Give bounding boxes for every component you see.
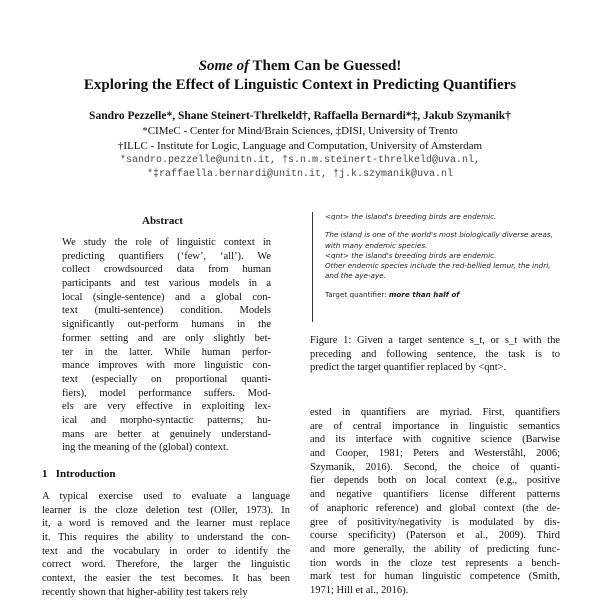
text-line: text and the vocabulary in order to identify the (42, 545, 290, 557)
text-line: and Cooper, 1981; Peters and Westerståhl, 2006; (310, 448, 560, 460)
affiliation-2: †ILLC - Institute for Logic, Language and Computation, University of Amsterdam (117, 140, 483, 152)
section-number: 1 (42, 468, 48, 480)
text-line: significantly out-perform humans in the (62, 319, 271, 331)
text-line: A typical exercise used to evaluate a language (42, 491, 290, 502)
email-line-1: *sandro.pezzelle@unitn.it, †s.n.m.steinert-threlkeld@uva.nl, (119, 155, 481, 166)
text-line: it, a word is removed and the learner must replace (42, 518, 290, 530)
global-next: Other endemic species include the red-bellied lemur, the indri, and the aye-aye. (325, 261, 551, 281)
figure-local-example: <qnt> the island's breeding birds are endemic. (325, 212, 497, 221)
text-line: correct word. Therefore, the larger the linguistic (42, 559, 290, 571)
text-line: it. This requires the ability to understand the con- (42, 532, 290, 544)
text-line: context, the easier the test becomes. It has been (42, 573, 290, 585)
text-line: preceding and following sentence, the task is to (310, 348, 560, 360)
text-line: text (multi-sentence) condition. Models (62, 305, 271, 317)
text-line: ter in the latter. While human perfor- (62, 346, 271, 358)
figure-target-quantifier (325, 290, 560, 300)
paper-title-line1 (0, 58, 600, 75)
title-italic: Some of (198, 58, 250, 74)
right-column-body (310, 406, 560, 598)
text-line: are of central importance in linguistic semantics (310, 420, 560, 432)
target-label: Target quantifier: (325, 289, 389, 299)
section-title: Introduction (55, 468, 116, 480)
target-value: more than half of (388, 289, 460, 299)
text-line: former setting and are only slightly bet- (62, 332, 271, 344)
text-line: gree of positivity/negativity is modulated by dis- (310, 516, 560, 528)
text-line: local (single-sentence) and a global con- (62, 291, 271, 303)
figure-global-example (325, 230, 560, 281)
text-line: ing the meaning of the (global) context. (62, 442, 229, 454)
text-line: of anaphoric reference) and global context (the de- (310, 502, 560, 514)
paper-title-line2: Exploring the Effect of Linguistic Context in Predicting Quantifiers (83, 77, 517, 93)
text-line: 1971; Hill et al., 2016). (310, 584, 409, 596)
title-rest: Them Can be Guessed! (249, 58, 402, 74)
abstract-heading: Abstract (142, 215, 183, 227)
text-line: ical and morpho-syntactic patterns; hu- (62, 414, 271, 426)
section-heading-introduction (42, 468, 115, 480)
text-line: and more generally, the ability of predicting func- (310, 543, 560, 555)
text-line: course specificity) (Paterson et al., 2009). Third (310, 530, 560, 542)
text-line: tion words in the cloze test represents a bench- (310, 557, 560, 569)
figure-1-caption (310, 334, 560, 375)
text-line: Figure 1: Given a target sentence s_t, or s_t with the (310, 335, 560, 346)
text-line: ested in quantifiers are myriad. First, quantifiers (310, 407, 560, 418)
text-line: mark test for human linguistic competence (Smith, (310, 571, 560, 583)
text-line: We study the role of linguistic context in (62, 237, 271, 248)
text-line: and negative quantifiers license different patterns (310, 489, 560, 501)
text-line: text (especially on proportional quanti- (62, 373, 271, 385)
introduction-body (42, 490, 290, 600)
text-line: predict the target quantifier replaced by <qnt>. (310, 362, 507, 374)
affiliation-1: *CIMeC - Center for Mind/Brain Sciences, ‡DISI, University of Trento (142, 125, 458, 137)
text-line: and its interface with cognitive science (Barwise (310, 434, 560, 446)
text-line: fiers), model performance suffers. Mod- (62, 387, 271, 399)
text-line: Szymanik, 2016). Second, the choice of quanti- (310, 461, 560, 473)
email-line-2: *‡raffaella.bernardi@unitn.it, †j.k.szymanik@uva.nl (146, 169, 454, 180)
abstract-body (62, 236, 271, 455)
text-line: fier depends both on local context (e.g., positive (310, 475, 560, 487)
text-line: participants and test various models in a (62, 278, 271, 290)
text-line: mans are better at genuinely understand- (62, 428, 271, 440)
text-line: mance improves with more linguistic con- (62, 360, 271, 372)
text-line: learner is the cloze deletion test (Oller, 1973). In (42, 504, 290, 516)
text-line: collect crowdsourced data from human (62, 264, 271, 276)
authors: Sandro Pezzelle*, Shane Steinert-Threlkeld†, Raffaella Bernardi*‡, Jakub Szymanik† (89, 110, 511, 122)
global-target: <qnt> the island's breeding birds are endemic. (325, 250, 497, 260)
text-line: els are very effective in exploiting lex- (62, 401, 271, 413)
figure-1-example (312, 212, 560, 322)
global-prev: The island is one of the world's most biologically diverse areas, with many endemic species. (325, 230, 553, 250)
text-line: predicting quantifiers (‘few’, ‘all’). We (62, 250, 271, 262)
text-line: recently shown that higher-ability test takers rely (42, 586, 248, 598)
